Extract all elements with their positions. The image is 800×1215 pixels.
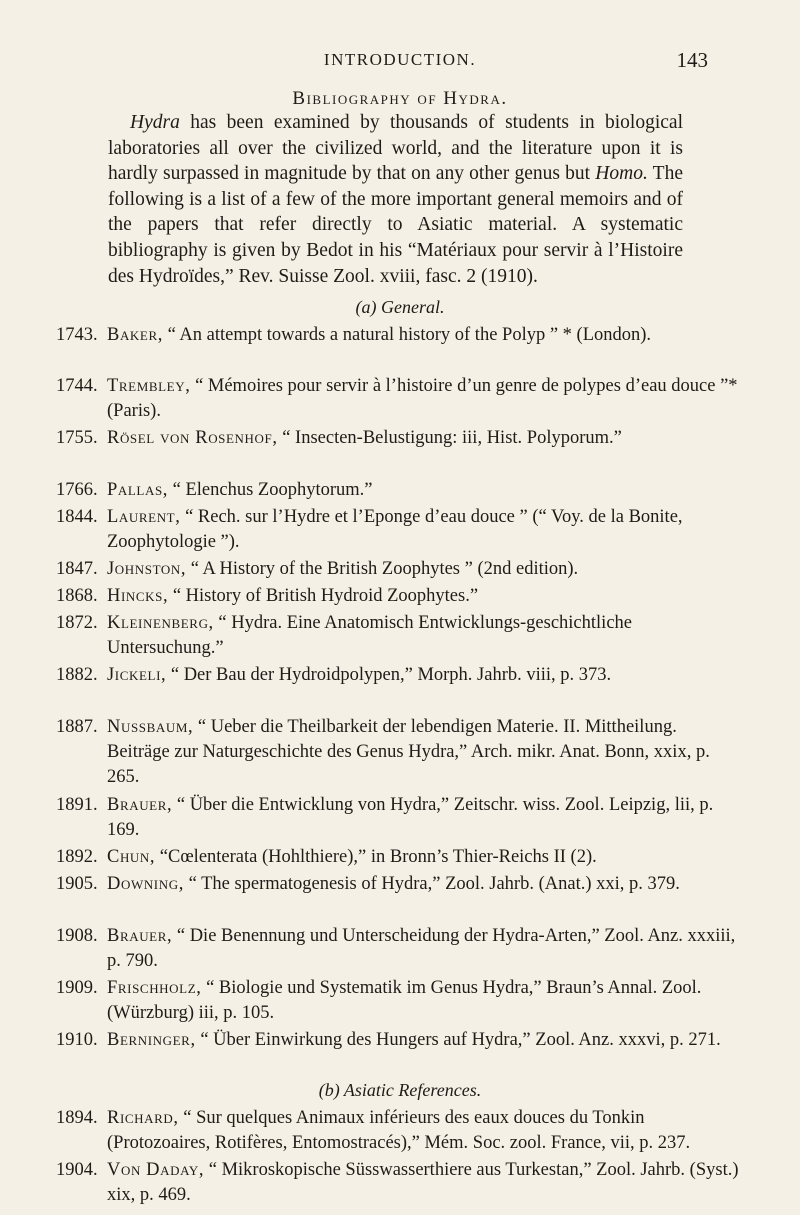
entry-text: “ History of British Hydroid Zoophytes.” (168, 586, 479, 606)
entry-year: 1744. (56, 376, 98, 396)
intro-text-part-2: The following is a list of a few of the more important general memoirs and of the papers that refer directly to Asiatic material. A systematic bibliography is given by Bedot in his “Matériaux pour servir à l’Histoire des Hydroïdes,” Rev. Suisse Zool. xviii, fasc. 2 (1910). (108, 163, 683, 287)
subhead-general: (a) General. (355, 297, 445, 317)
page-number: 143 (676, 48, 708, 72)
entry-text: “ Mikroskopische Süsswasserthiere aus Turkestan,” Zool. Jahrb. (Syst.) xix, p. 469. (107, 1160, 739, 1205)
entry-author: Brauer, (107, 926, 173, 946)
entry-year: 1847. (56, 559, 98, 579)
entry-year: 1743. (56, 325, 98, 345)
entry-author: Johnston, (107, 559, 187, 579)
entry-year: 1868. (56, 586, 98, 606)
entry-author: Richard, (107, 1108, 179, 1128)
entry-text: “ Rech. sur l’Hydre et l’Eponge d’eau douce ” (“ Voy. de la Bonite, Zoophytologie ”). (107, 507, 683, 552)
entry-year: 1905. (56, 874, 98, 894)
entry-author: Laurent, (107, 507, 181, 527)
bibliography-entry-1908 (56, 924, 739, 974)
bibliography-entry-1744 (56, 374, 739, 424)
bibliography-entry-1910 (56, 1028, 739, 1053)
bibliography-entry-1887 (56, 715, 739, 789)
bibliography-entry-1743 (56, 323, 739, 348)
entry-text: “Cœlenterata (Hohlthiere),” in Bronn’s Thier-Reichs II (2). (155, 847, 597, 867)
bibliography-entry-1847 (56, 557, 739, 582)
bibliography-entry-1891 (56, 793, 739, 843)
bibliography-entry-1868 (56, 584, 739, 609)
bibliography-entry-1882 (56, 663, 739, 688)
running-head-title: INTRODUCTION. (323, 50, 477, 69)
entry-text: “ Über die Entwicklung von Hydra,” Zeitschr. wiss. Zool. Leipzig, lii, p. 169. (107, 795, 714, 840)
bibliography-entry-1844 (56, 505, 739, 555)
entry-author: Brauer, (107, 795, 173, 815)
entry-author: Trembley, (107, 376, 191, 396)
entry-year: 1909. (56, 978, 98, 998)
bibliography-entry-1766 (56, 478, 739, 503)
intro-paragraph (108, 110, 683, 289)
entry-author: Baker, (107, 325, 163, 345)
bibliography-entry-1755 (56, 426, 739, 451)
entry-author: Kleinenberg, (107, 613, 214, 633)
bibliography-entry-1909 (56, 976, 739, 1026)
entry-year: 1910. (56, 1030, 98, 1050)
entry-text: “ Mémoires pour servir à l’histoire d’un genre de polypes d’eau douce ”* (Paris). (107, 376, 738, 421)
entry-author: Berninger, (107, 1030, 196, 1050)
bibliography-entry-1894 (56, 1106, 739, 1156)
entry-author: Hincks, (107, 586, 169, 606)
entry-year: 1908. (56, 926, 98, 946)
entry-year: 1844. (56, 507, 98, 527)
entry-author: Chun, (107, 847, 156, 867)
entry-text: “ The spermatogenesis of Hydra,” Zool. Jahrb. (Anat.) xxi, p. 379. (183, 874, 680, 894)
entry-year: 1891. (56, 795, 98, 815)
bibliography-entry-1905 (56, 872, 739, 897)
entry-author: Jickeli, (107, 665, 167, 685)
subhead-asiatic: (b) Asiatic References. (318, 1080, 482, 1100)
entry-author: Downing, (107, 874, 184, 894)
entry-text: “ Insecten-Belustigung: iii, Hist. Polyporum.” (277, 428, 622, 448)
entry-year: 1894. (56, 1108, 98, 1128)
entry-text: “ Biologie und Systematik im Genus Hydra,” Braun’s Annal. Zool. (Würzburg) iii, p. 105. (107, 978, 702, 1023)
entry-year: 1872. (56, 613, 98, 633)
entry-author: Nussbaum, (107, 717, 194, 737)
entry-author: Von Daday, (107, 1160, 205, 1180)
entry-text: “ Ueber die Theilbarkeit der lebendigen Materie. II. Mittheilung. Beiträge zur Naturgeschichte des Genus Hydra,” Arch. mikr. Anat. Bonn, xxix, p. 265. (107, 717, 710, 787)
entry-author: Pallas, (107, 480, 169, 500)
entry-text: “ A History of the British Zoophytes ” (2nd edition). (186, 559, 579, 579)
entry-year: 1892. (56, 847, 98, 867)
entry-text: “ Sur quelques Animaux inférieurs des eaux douces du Tonkin (Protozoaires, Rotifères, Entomostracés),” Mém. Soc. zool. France, vii, p. 237. (107, 1108, 691, 1153)
running-head (0, 50, 800, 80)
genus-homo: Homo. (595, 163, 648, 185)
bibliography-entry-1892 (56, 845, 739, 870)
entry-year: 1887. (56, 717, 98, 737)
entry-text: “ Die Benennung und Unterscheidung der Hydra-Arten,” Zool. Anz. xxxiii, p. 790. (107, 926, 736, 971)
entry-author: Rösel von Rosenhof, (107, 428, 278, 448)
entry-text: “ An attempt towards a natural history of the Polyp ” * (London). (162, 325, 652, 345)
intro-text-part-1: has been examined by thousands of students in biological laboratories all over the civilized world, and the literature upon it is hardly surpassed in magnitude by that on any other genus but (108, 112, 683, 185)
entry-year: 1766. (56, 480, 98, 500)
section-title: Bibliography of Hydra. (292, 88, 508, 109)
bibliography-entry-1872 (56, 611, 739, 661)
entry-author: Frischholz, (107, 978, 202, 998)
bibliography-entry-1904 (56, 1158, 739, 1208)
entry-text: “ Elenchus Zoophytorum.” (168, 480, 373, 500)
entry-year: 1904. (56, 1160, 98, 1180)
entry-text: “ Über Einwirkung des Hungers auf Hydra,” Zool. Anz. xxxvi, p. 271. (195, 1030, 721, 1050)
entry-text: “ Der Bau der Hydroidpolypen,” Morph. Jahrb. viii, p. 373. (166, 665, 612, 685)
entry-text: “ Hydra. Eine Anatomisch Entwicklungs-geschichtliche Untersuchung.” (107, 613, 632, 658)
entry-year: 1755. (56, 428, 98, 448)
genus-name: Hydra (130, 112, 180, 133)
entry-year: 1882. (56, 665, 98, 685)
